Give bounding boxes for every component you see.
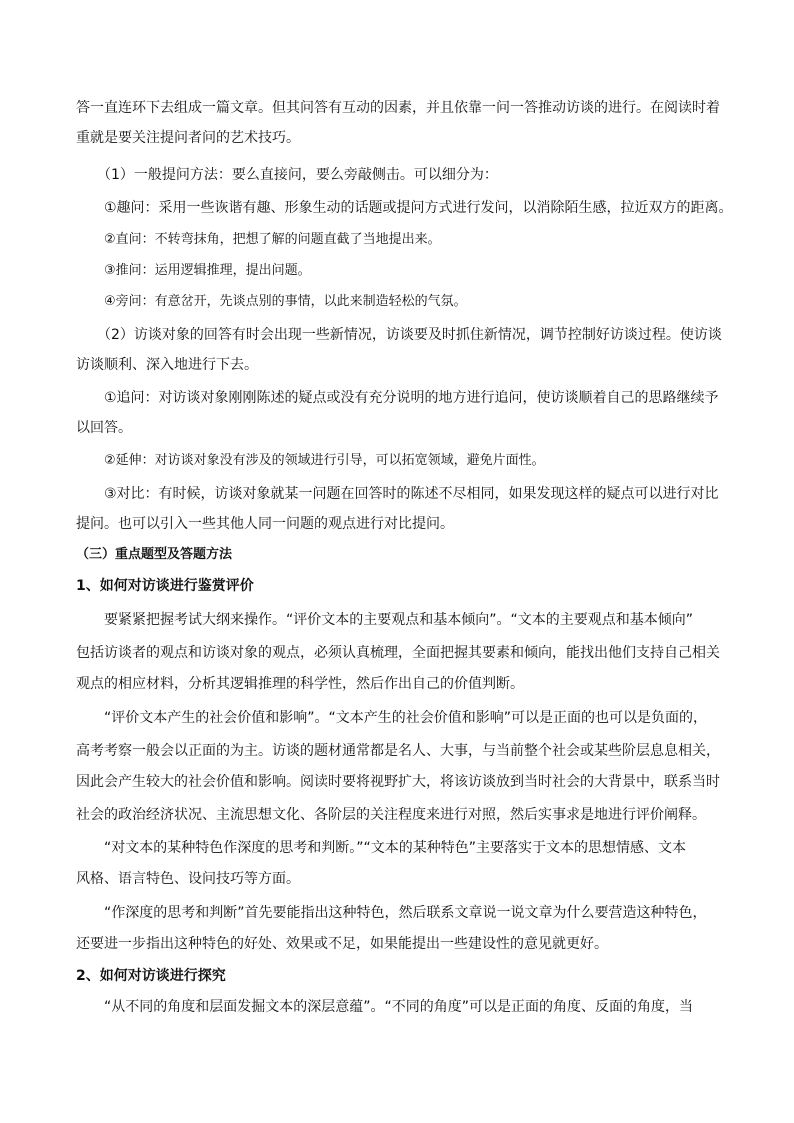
- list-heading-2: （2）访谈对象的回答有时会出现一些新情况，访谈要及时抓住新情况，调节控制好访谈过程。使访谈: [97, 327, 722, 343]
- list-item-7: ③对比：有时候，访谈对象就某一问题在回答时的陈述不尽相同，如果发现这样的疑点可以进行对比: [104, 486, 719, 502]
- list-item-6: ②延伸：对访谈对象没有涉及的领域进行引导，可以拓宽领域，避免片面性。: [104, 453, 545, 468]
- body-text-line: 因此会产生较大的社会价值和影响。阅读时要将视野扩大，将该访谈放到当时社会的大背景中，联系当时: [76, 774, 720, 790]
- body-text-line: 观点的相应材料，分析其逻辑推理的科学性，然后作出自己的价值判断。: [76, 676, 524, 692]
- subsection-heading-2: 2、如何对访谈进行探究: [76, 968, 226, 984]
- body-text-line: 提问。也可以引入一些其他人同一问题的观点进行对比提问。: [76, 516, 454, 532]
- list-item-3: ③推问：运用逻辑推理，提出问题。: [104, 263, 311, 278]
- body-text-line: “从不同的角度和层面发掘文本的深层意蕴”。“不同的角度”可以是正面的角度、反面的角度，当: [104, 999, 694, 1015]
- body-text-line: 要紧紧把握考试大纲来操作。“评价文本的主要观点和基本倾向”。“文本的主要观点和基本倾向”: [104, 612, 694, 628]
- body-text-line: 社会的政治经济状况、主流思想文化、各阶层的关注程度来进行对照，然后实事求是地进行评价阐释。: [76, 807, 706, 823]
- body-text-line: “作深度的思考和判断”首先要能指出这种特色，然后联系文章说一说文章为什么要营造这种特色，: [104, 905, 707, 921]
- body-text-line: 包括访谈者的观点和访谈对象的观点，必须认真梳理，全面把握其要素和倾向，能找出他们支持自己相关: [76, 645, 720, 661]
- list-heading-1: （1）一般提问方法：要么直接问，要么旁敲侧击。可以细分为：: [97, 167, 498, 183]
- body-text-line: “对文本的某种特色作深度的思考和判断。”“文本的某种特色”主要落实于文本的思想情感、文本: [104, 840, 687, 856]
- section-heading: （三）重点题型及答题方法: [76, 547, 233, 562]
- body-text-line: 访谈顺利、深入地进行下去。: [76, 357, 258, 373]
- list-item-4: ④旁问：有意岔开，先谈点别的事情，以此来制造轻松的气氛。: [104, 294, 467, 309]
- body-text-line: “评价文本产生的社会价值和影响”。“文本产生的社会价值和影响”可以是正面的也可以是负面的，: [104, 710, 708, 726]
- body-text-line: 风格、语言特色、设问技巧等方面。: [76, 871, 300, 887]
- list-item-1: ①趣问：采用一些诙谐有趣、形象生动的话题或提问方式进行发问，以消除陌生感，拉近双方的距离。: [104, 200, 733, 216]
- body-text-line: 重就是要关注提问者问的艺术技巧。: [76, 130, 300, 146]
- list-item-5: ①追问：对访谈对象刚刚陈述的疑点或没有充分说明的地方进行追问，使访谈顺着自己的思路继续予: [104, 390, 719, 406]
- body-text-line: 高考考察一般会以正面的为主。访谈的题材通常都是名人、大事，与当前整个社会或某些阶层息息相关，: [76, 743, 720, 759]
- body-text-line: 以回答。: [76, 420, 132, 436]
- list-item-2: ②直问：不转弯抹角，把想了解的问题直截了当地提出来。: [104, 232, 441, 247]
- body-text-line: 还要进一步指出这种特色的好处、效果或不足，如果能提出一些建设性的意见就更好。: [76, 936, 608, 952]
- subsection-heading-1: 1、如何对访谈进行鉴赏评价: [76, 578, 254, 594]
- body-text-line: 答一直连环下去组成一篇文章。但其问答有互动的因素，并且依靠一问一答推动访谈的进行。在阅读时着: [76, 100, 720, 116]
